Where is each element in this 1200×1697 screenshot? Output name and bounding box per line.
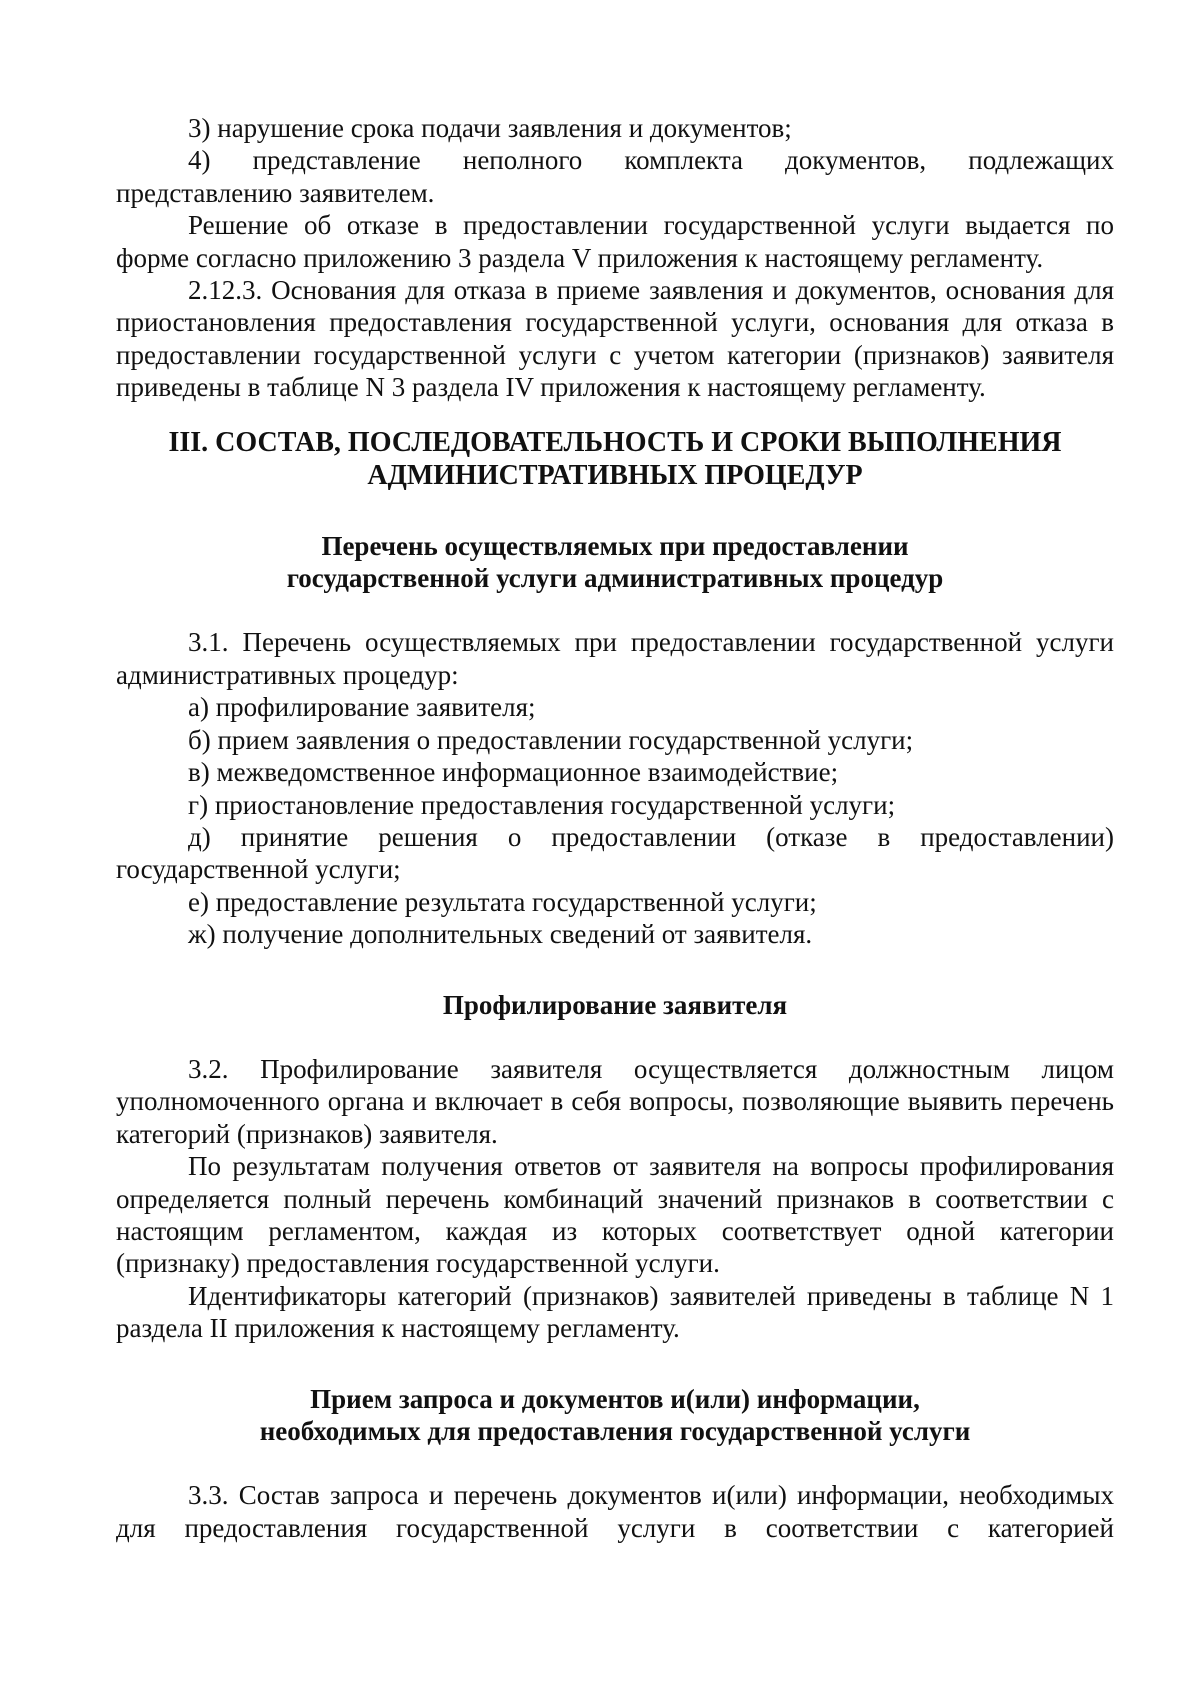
section-title-line-1: III. СОСТАВ, ПОСЛЕДОВАТЕЛЬНОСТЬ И СРОКИ ВЫПОЛНЕНИЯ xyxy=(168,426,1062,458)
subheading-procedures-list xyxy=(116,530,1114,595)
list-item: д) принятие решения о предоставлении (отказе в предоставлении) государственной услуги; xyxy=(116,821,1114,885)
paragraph-3-1: 3.1. Перечень осуществляемых при предоставлении государственной услуги административных процедур: xyxy=(116,627,1114,690)
list-item: а) профилирование заявителя; xyxy=(188,692,536,723)
list-item: г) приостановление предоставления государственной услуги; xyxy=(188,789,896,820)
section-title xyxy=(116,426,1114,492)
list-item: е) предоставление результата государственной услуги; xyxy=(188,886,817,917)
subheading-profiling: Профилирование заявителя xyxy=(442,989,788,1020)
paragraph-item-4: 4) представление неполного комплекта документов, подлежащих представлению заявителем. xyxy=(116,145,1114,208)
subheading-procedures-list-line-2: государственной услуги административных процедур xyxy=(286,563,944,594)
subheading-request-reception-line-2: необходимых для предоставления государственной услуги xyxy=(259,1416,971,1446)
list-item: б) прием заявления о предоставлении государственной услуги; xyxy=(188,724,914,755)
list-item: ж) получение дополнительных сведений от заявителя. xyxy=(188,919,813,950)
spacer xyxy=(116,1447,1114,1479)
paragraph-item-3: 3) нарушение срока подачи заявления и документов; xyxy=(188,113,792,143)
paragraph-2-12-3: 2.12.3. Основания для отказа в приеме заявления и документов, основания для приостановления предоставления государственной услуги, основания для отказа в предоставлении государственной услуги с учетом категории (признаков) заявителя приведены в таблице N 3 раздела IV приложения к настоящему регламенту. xyxy=(116,275,1114,403)
paragraph-3-3: 3.3. Состав запроса и перечень документов и(или) информации, необходимых для предоставления государственной услуги в соответствии с категорией xyxy=(116,1480,1114,1543)
paragraph-identifiers: Идентификаторы категорий (признаков) заявителей приведены в таблице N 1 раздела II приложения к настоящему регламенту. xyxy=(116,1280,1114,1344)
paragraph-refusal-decision: Решение об отказе в предоставлении государственной услуги выдается по форме согласно приложению 3 раздела V приложения к настоящему регламенту. xyxy=(116,210,1114,273)
procedures-list xyxy=(116,691,1114,950)
spacer xyxy=(116,1021,1114,1053)
list-item: в) межведомственное информационное взаимодействие; xyxy=(188,757,839,788)
section-title-line-2: АДМИНИСТРАТИВНЫХ ПРОЦЕДУР xyxy=(367,459,863,491)
paragraph-profiling-results: По результатам получения ответов от заявителя на вопросы профилирования определяется полный перечень комбинаций значений признаков в соответствии с настоящим регламентом, каждая из которых соответствует одной категории (признаку) предоставления государственной услуги. xyxy=(116,1151,1114,1279)
paragraph-3-2: 3.2. Профилирование заявителя осуществляется должностным лицом уполномоченного органа и включает в себя вопросы, позволяющие выявить перечень категорий (признаков) заявителя. xyxy=(116,1053,1114,1149)
subheading-request-reception xyxy=(116,1383,1114,1448)
subheading-request-reception-line-1: Прием запроса и документов и(или) информации, xyxy=(310,1383,920,1414)
document-page xyxy=(116,112,1114,1544)
subheading-procedures-list-line-1: Перечень осуществляемых при предоставлении xyxy=(321,530,909,561)
spacer xyxy=(116,594,1114,626)
